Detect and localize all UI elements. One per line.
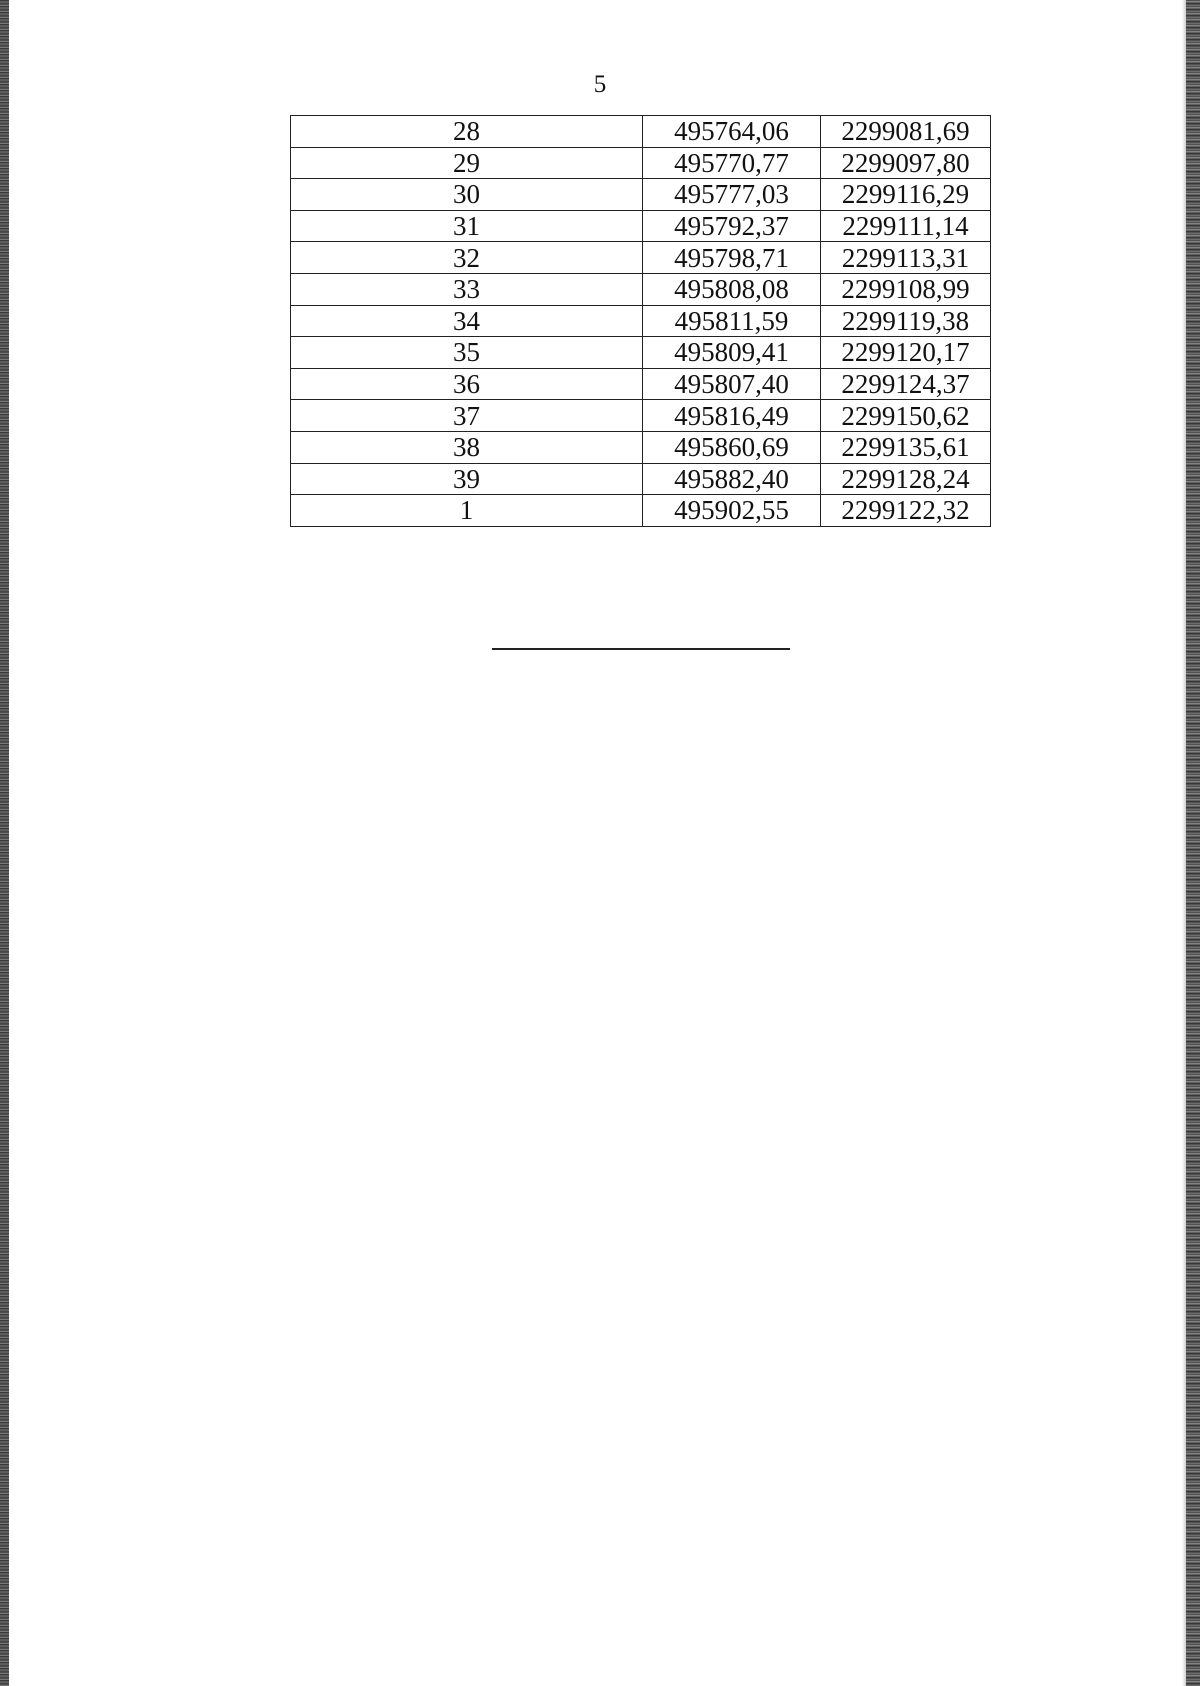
point-number-cell: 28 [291, 116, 643, 148]
point-number-cell: 36 [291, 368, 643, 400]
x-coordinate-cell: 495902,55 [643, 495, 821, 527]
table-row [291, 400, 991, 432]
point-number-cell: 33 [291, 273, 643, 305]
table-row [291, 431, 991, 463]
point-number-cell: 31 [291, 210, 643, 242]
table-row [291, 116, 991, 148]
x-coordinate-cell: 495816,49 [643, 400, 821, 432]
point-number-cell: 39 [291, 463, 643, 495]
y-coordinate-cell: 2299124,37 [821, 368, 991, 400]
x-coordinate-cell: 495882,40 [643, 463, 821, 495]
table-row [291, 179, 991, 211]
y-coordinate-cell: 2299119,38 [821, 305, 991, 337]
y-coordinate-cell: 2299122,32 [821, 495, 991, 527]
point-number-cell: 29 [291, 147, 643, 179]
x-coordinate-cell: 495811,59 [643, 305, 821, 337]
point-number-cell: 38 [291, 431, 643, 463]
point-number-cell: 35 [291, 337, 643, 369]
x-coordinate-cell: 495808,08 [643, 273, 821, 305]
x-coordinate-cell: 495777,03 [643, 179, 821, 211]
y-coordinate-cell: 2299116,29 [821, 179, 991, 211]
x-coordinate-cell: 495860,69 [643, 431, 821, 463]
x-coordinate-cell: 495764,06 [643, 116, 821, 148]
y-coordinate-cell: 2299150,62 [821, 400, 991, 432]
y-coordinate-cell: 2299111,14 [821, 210, 991, 242]
scan-edge-left [0, 0, 9, 1686]
point-number-cell: 34 [291, 305, 643, 337]
x-coordinate-cell: 495807,40 [643, 368, 821, 400]
y-coordinate-cell: 2299128,24 [821, 463, 991, 495]
point-number-cell: 30 [291, 179, 643, 211]
x-coordinate-cell: 495798,71 [643, 242, 821, 274]
table-row [291, 147, 991, 179]
scan-edge-right [1186, 0, 1200, 1686]
table-row [291, 337, 991, 369]
coordinates-table [290, 115, 991, 527]
table-row [291, 242, 991, 274]
point-number-cell: 37 [291, 400, 643, 432]
table-row [291, 305, 991, 337]
y-coordinate-cell: 2299097,80 [821, 147, 991, 179]
x-coordinate-cell: 495809,41 [643, 337, 821, 369]
table-row [291, 210, 991, 242]
point-number-cell: 32 [291, 242, 643, 274]
x-coordinate-cell: 495770,77 [643, 147, 821, 179]
y-coordinate-cell: 2299081,69 [821, 116, 991, 148]
y-coordinate-cell: 2299120,17 [821, 337, 991, 369]
y-coordinate-cell: 2299113,31 [821, 242, 991, 274]
coordinates-table-body [291, 116, 991, 527]
table-row [291, 273, 991, 305]
table-row [291, 495, 991, 527]
y-coordinate-cell: 2299108,99 [821, 273, 991, 305]
point-number-cell: 1 [291, 495, 643, 527]
x-coordinate-cell: 495792,37 [643, 210, 821, 242]
y-coordinate-cell: 2299135,61 [821, 431, 991, 463]
table-row [291, 368, 991, 400]
page-number: 5 [593, 71, 607, 98]
end-of-document-rule [492, 648, 790, 650]
table-row [291, 463, 991, 495]
